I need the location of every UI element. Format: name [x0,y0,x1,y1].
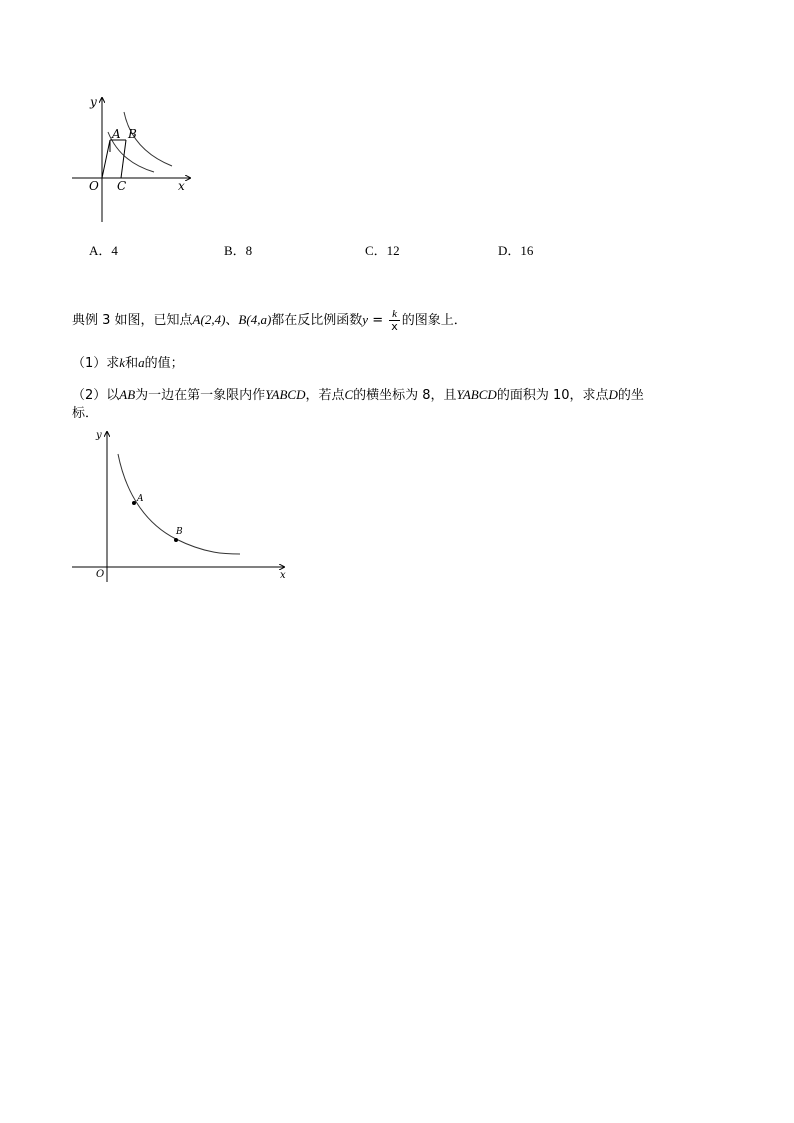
example-3-mid: 都在反比例函数 [271,313,363,328]
y-axis-label: y [96,430,102,441]
choice-d[interactable] [498,240,533,259]
part-2-para1: YABCD [265,387,306,402]
example-3-sep: 、 [225,313,239,328]
part-1 [72,352,184,371]
choice-b-letter: B． [224,243,246,258]
choice-d-value: 16 [520,243,534,258]
point-b-label: B [176,527,183,537]
part-2-line-2 [72,402,98,421]
choice-a[interactable] [89,240,118,259]
point-a-label: A [137,494,144,504]
func-numerator: k [389,309,400,321]
choice-b-value: 8 [245,243,253,258]
choice-c[interactable] [365,240,400,259]
choice-a-letter: A． [89,243,112,258]
point-a-dot [132,501,136,505]
choice-c-value: 12 [386,243,400,258]
func-y: y [362,312,369,327]
part-2-t3: ，若点 [305,388,345,403]
point-b-coord: B(4,a) [238,312,272,327]
origin-label: O [89,179,99,193]
func-denominator: x [391,320,398,333]
y-axis-label: y [90,95,97,109]
part-2-t6: 的坐 [617,388,644,403]
part-2-t4: 的横坐标为 8，且 [353,388,457,403]
part-2-line-1 [72,384,644,403]
part-2-t1: （2）以 [72,388,120,403]
part-1-k: k [119,355,126,370]
part-2-t7: 标． [72,406,99,421]
example-3-suffix: 的图象上． [401,313,467,328]
choice-d-letter: D． [498,243,521,258]
origin-label: O [96,569,105,580]
choice-a-value: 4 [111,243,118,258]
choice-b[interactable] [224,240,252,259]
point-b-label: B [128,127,137,141]
choice-c-letter: C． [365,243,387,258]
x-axis-label: x [280,570,286,581]
x-axis-label: x [178,179,185,193]
part-1-a: a [138,355,145,370]
func-fraction [389,309,400,332]
figure-2-graph [66,424,292,584]
part-2-t2: 为一边在第一象限内作 [135,388,266,403]
hyperbola-curve [118,454,240,554]
example-3-prefix: 典例 3 如图，已知点 [72,313,193,328]
part-1-suffix: 的值； [144,356,184,371]
part-2-c: C [344,387,354,402]
part-1-and: 和 [125,356,139,371]
point-a-coord: A(2,4) [192,312,226,327]
segment-oa [102,140,110,178]
part-2-d: D [608,387,618,402]
part-2-para2: YABCD [456,387,497,402]
part-1-prefix: （1）求 [72,356,120,371]
example-3-statement [72,309,467,332]
segment-bc [121,140,126,178]
func-eq: = [368,313,388,328]
part-2-ab: AB [119,387,136,402]
figure-1-graph [66,92,196,224]
part-2-t5: 的面积为 10，求点 [496,388,609,403]
point-b-dot [174,538,178,542]
point-c-label: C [117,179,127,193]
point-a-label: A [112,127,121,141]
